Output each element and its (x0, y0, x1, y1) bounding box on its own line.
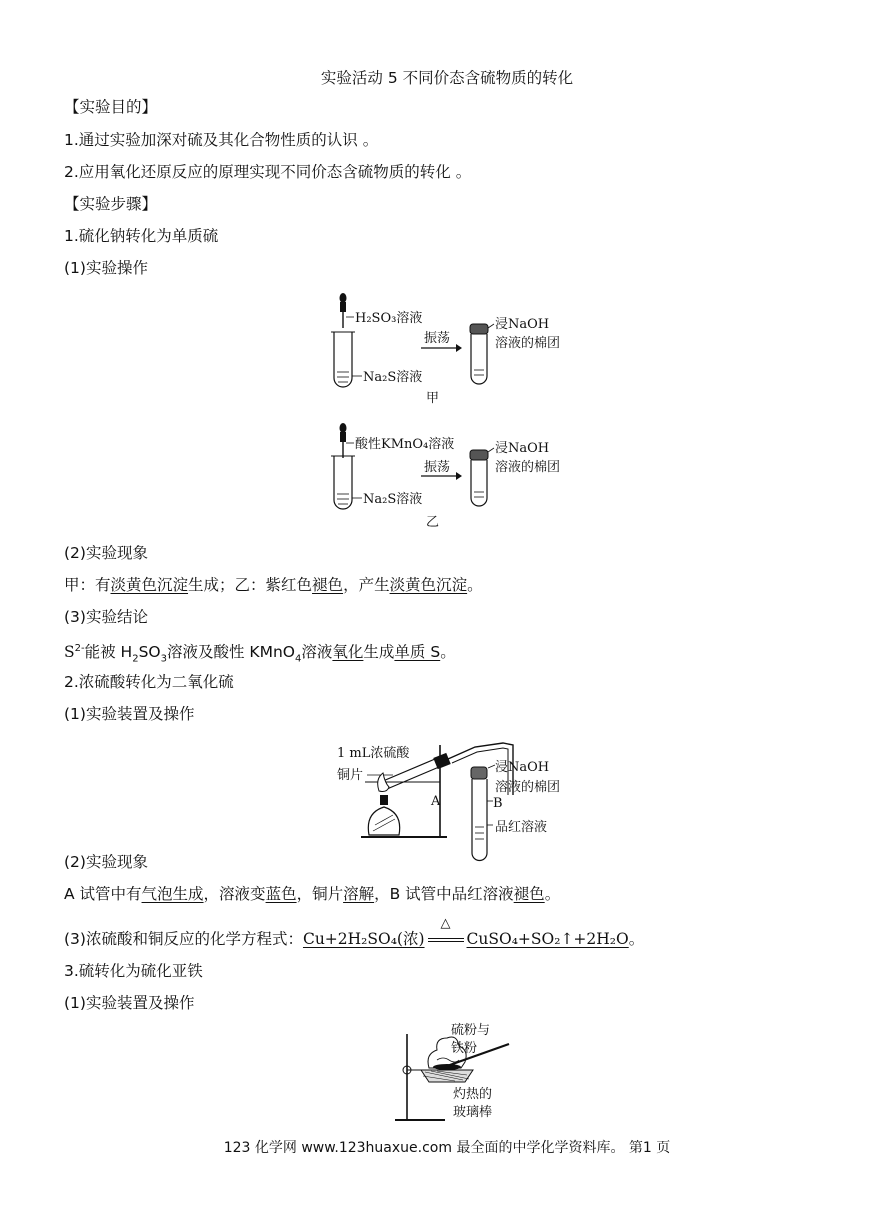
text-segment: 能被 H (84, 643, 133, 662)
test-tube-icon (331, 332, 355, 387)
figure-sodium-sulfide-experiments (320, 290, 590, 530)
answer-underlined: 淡黄色沉淀 (389, 576, 468, 594)
fig1-shake-label-2: 振荡 (424, 460, 451, 475)
text-segment: ，溶液变 (203, 885, 266, 903)
fig1-naoh-label-1: 浸NaOH (495, 317, 550, 332)
fig3-label-r1: 灼热的 (453, 1087, 493, 1102)
text-segment: ，产生 (343, 576, 390, 594)
conclusion-heading: (3)实验结论 (64, 608, 148, 626)
text-segment: 甲：有 (64, 576, 111, 594)
asbestos-net-icon (421, 1070, 473, 1082)
text-segment: 生成 (363, 643, 395, 662)
fig2-pinhong-label: 品红溶液 (495, 820, 548, 835)
fig1-h2so3-label: H₂SO₃溶液 (355, 311, 423, 326)
dropper-icon (340, 293, 347, 328)
equals-bar (428, 938, 464, 939)
purpose-item-1: 1.通过实验加深对硫及其化合物性质的认识 。 (64, 131, 379, 149)
phenomenon-2-text (64, 884, 560, 904)
purpose-item-2: 2.应用氧化还原反应的原理实现不同价态含硫物质的转化 。 (64, 163, 472, 181)
fig1-naoh-label-3: 浸NaOH (495, 441, 550, 456)
phenomenon-2-heading: (2)实验现象 (64, 853, 148, 871)
fig2-acid-label: 1 mL浓硫酸 (337, 746, 410, 761)
section-heading-steps: 【实验步骤】 (64, 195, 158, 213)
step-3-heading: 3.硫转化为硫化亚铁 (64, 962, 203, 980)
equals-bar (428, 941, 464, 942)
text-segment: 生成；乙：紫红色 (188, 576, 313, 594)
answer-underlined: 溶解 (343, 885, 375, 903)
page-footer: 123 化学网 www.123huaxue.com 最全面的中学化学资料库。 第1 页 (223, 1140, 671, 1156)
step-1-operation-heading: (1)实验操作 (64, 259, 148, 277)
equation-reactants: Cu+2H₂SO₄(浓) (302, 930, 425, 948)
fig2-cu-label: 铜片 (337, 768, 364, 783)
text-segment: S (64, 643, 75, 662)
answer-underlined: 褪色 (513, 885, 545, 903)
equation-lead-text: (3)浓硫酸和铜反应的化学方程式： (64, 930, 303, 948)
step-1-heading: 1.硫化钠转化为单质硫 (64, 227, 219, 245)
text-segment: 。 (544, 885, 561, 903)
subscript: 3 (160, 653, 167, 665)
step-2-heading: 2.浓硫酸转化为二氧化硫 (64, 673, 234, 691)
subscript: 2 (132, 653, 139, 665)
fig3-label-r2: 玻璃棒 (453, 1105, 493, 1120)
fig1-na2s-label-2: Na₂S溶液 (363, 492, 423, 507)
fig2-naoh-label-1: 浸NaOH (495, 760, 550, 775)
cotton-plug-tube-icon (470, 324, 488, 384)
answer-underlined: 蓝色 (265, 885, 297, 903)
fig1-yi-label: 乙 (426, 515, 440, 530)
fig2-a-label: A (431, 794, 441, 809)
step-3-operation-heading: (1)实验装置及操作 (64, 994, 195, 1012)
fig3-label-s2: 铁粉 (451, 1041, 478, 1056)
text-segment: 溶液 (301, 643, 333, 662)
answer-underlined: 气泡生成 (141, 885, 204, 903)
fig1-jia-label: 甲 (426, 391, 440, 406)
text-segment: A 试管中有 (64, 885, 142, 903)
phenomenon-1-text (64, 575, 483, 595)
text-segment: ，铜片 (296, 885, 344, 903)
text-segment: SO (138, 643, 161, 662)
text-segment: ，B 试管中品红溶液 (374, 885, 514, 903)
fig1-kmno4-label: 酸性KMnO₄溶液 (355, 437, 455, 452)
fig1-naoh-label-2: 溶液的棉团 (495, 336, 561, 351)
figure-sulfur-iron-apparatus (385, 1020, 525, 1130)
heat-condition-icon: △ (440, 916, 451, 931)
test-tube-icon (331, 456, 355, 509)
equation-products: CuSO₄+SO₂↑+2H₂O (466, 930, 629, 948)
conclusion-text (64, 639, 456, 669)
figure-copper-sulfuric-acid-apparatus (335, 735, 595, 845)
equation-line (64, 916, 645, 949)
answer-underlined: 褪色 (312, 576, 344, 594)
superscript: 2- (74, 643, 85, 654)
cotton-plug-tube-icon (471, 767, 487, 861)
text-segment: 溶液及酸性 KMnO (167, 643, 295, 662)
page-title: 实验活动 5 不同价态含硫物质的转化 (320, 69, 574, 87)
subscript: 4 (295, 653, 302, 665)
step-2-operation-heading: (1)实验装置及操作 (64, 705, 195, 723)
text-segment: 。 (440, 643, 456, 662)
text-segment: 。 (628, 930, 645, 948)
section-heading-purpose: 【实验目的】 (64, 98, 158, 116)
answer-underlined: 淡黄色沉淀 (110, 576, 189, 594)
answer-underlined: 单质 S (394, 643, 441, 662)
fig1-na2s-label: Na₂S溶液 (363, 370, 423, 385)
fig1-naoh-label-4: 溶液的棉团 (495, 460, 561, 475)
phenomenon-1-heading: (2)实验现象 (64, 544, 148, 562)
text-segment: 。 (467, 576, 483, 594)
answer-underlined: 氧化 (332, 643, 364, 662)
fig3-label-s1: 硫粉与 (451, 1023, 491, 1038)
cotton-plug-tube-icon (470, 450, 488, 506)
fig1-shake-label: 振荡 (424, 331, 451, 346)
fig2-b-label: B (493, 796, 503, 811)
fig2-naoh-label-2: 溶液的棉团 (495, 780, 561, 795)
dropper-icon (340, 423, 347, 458)
